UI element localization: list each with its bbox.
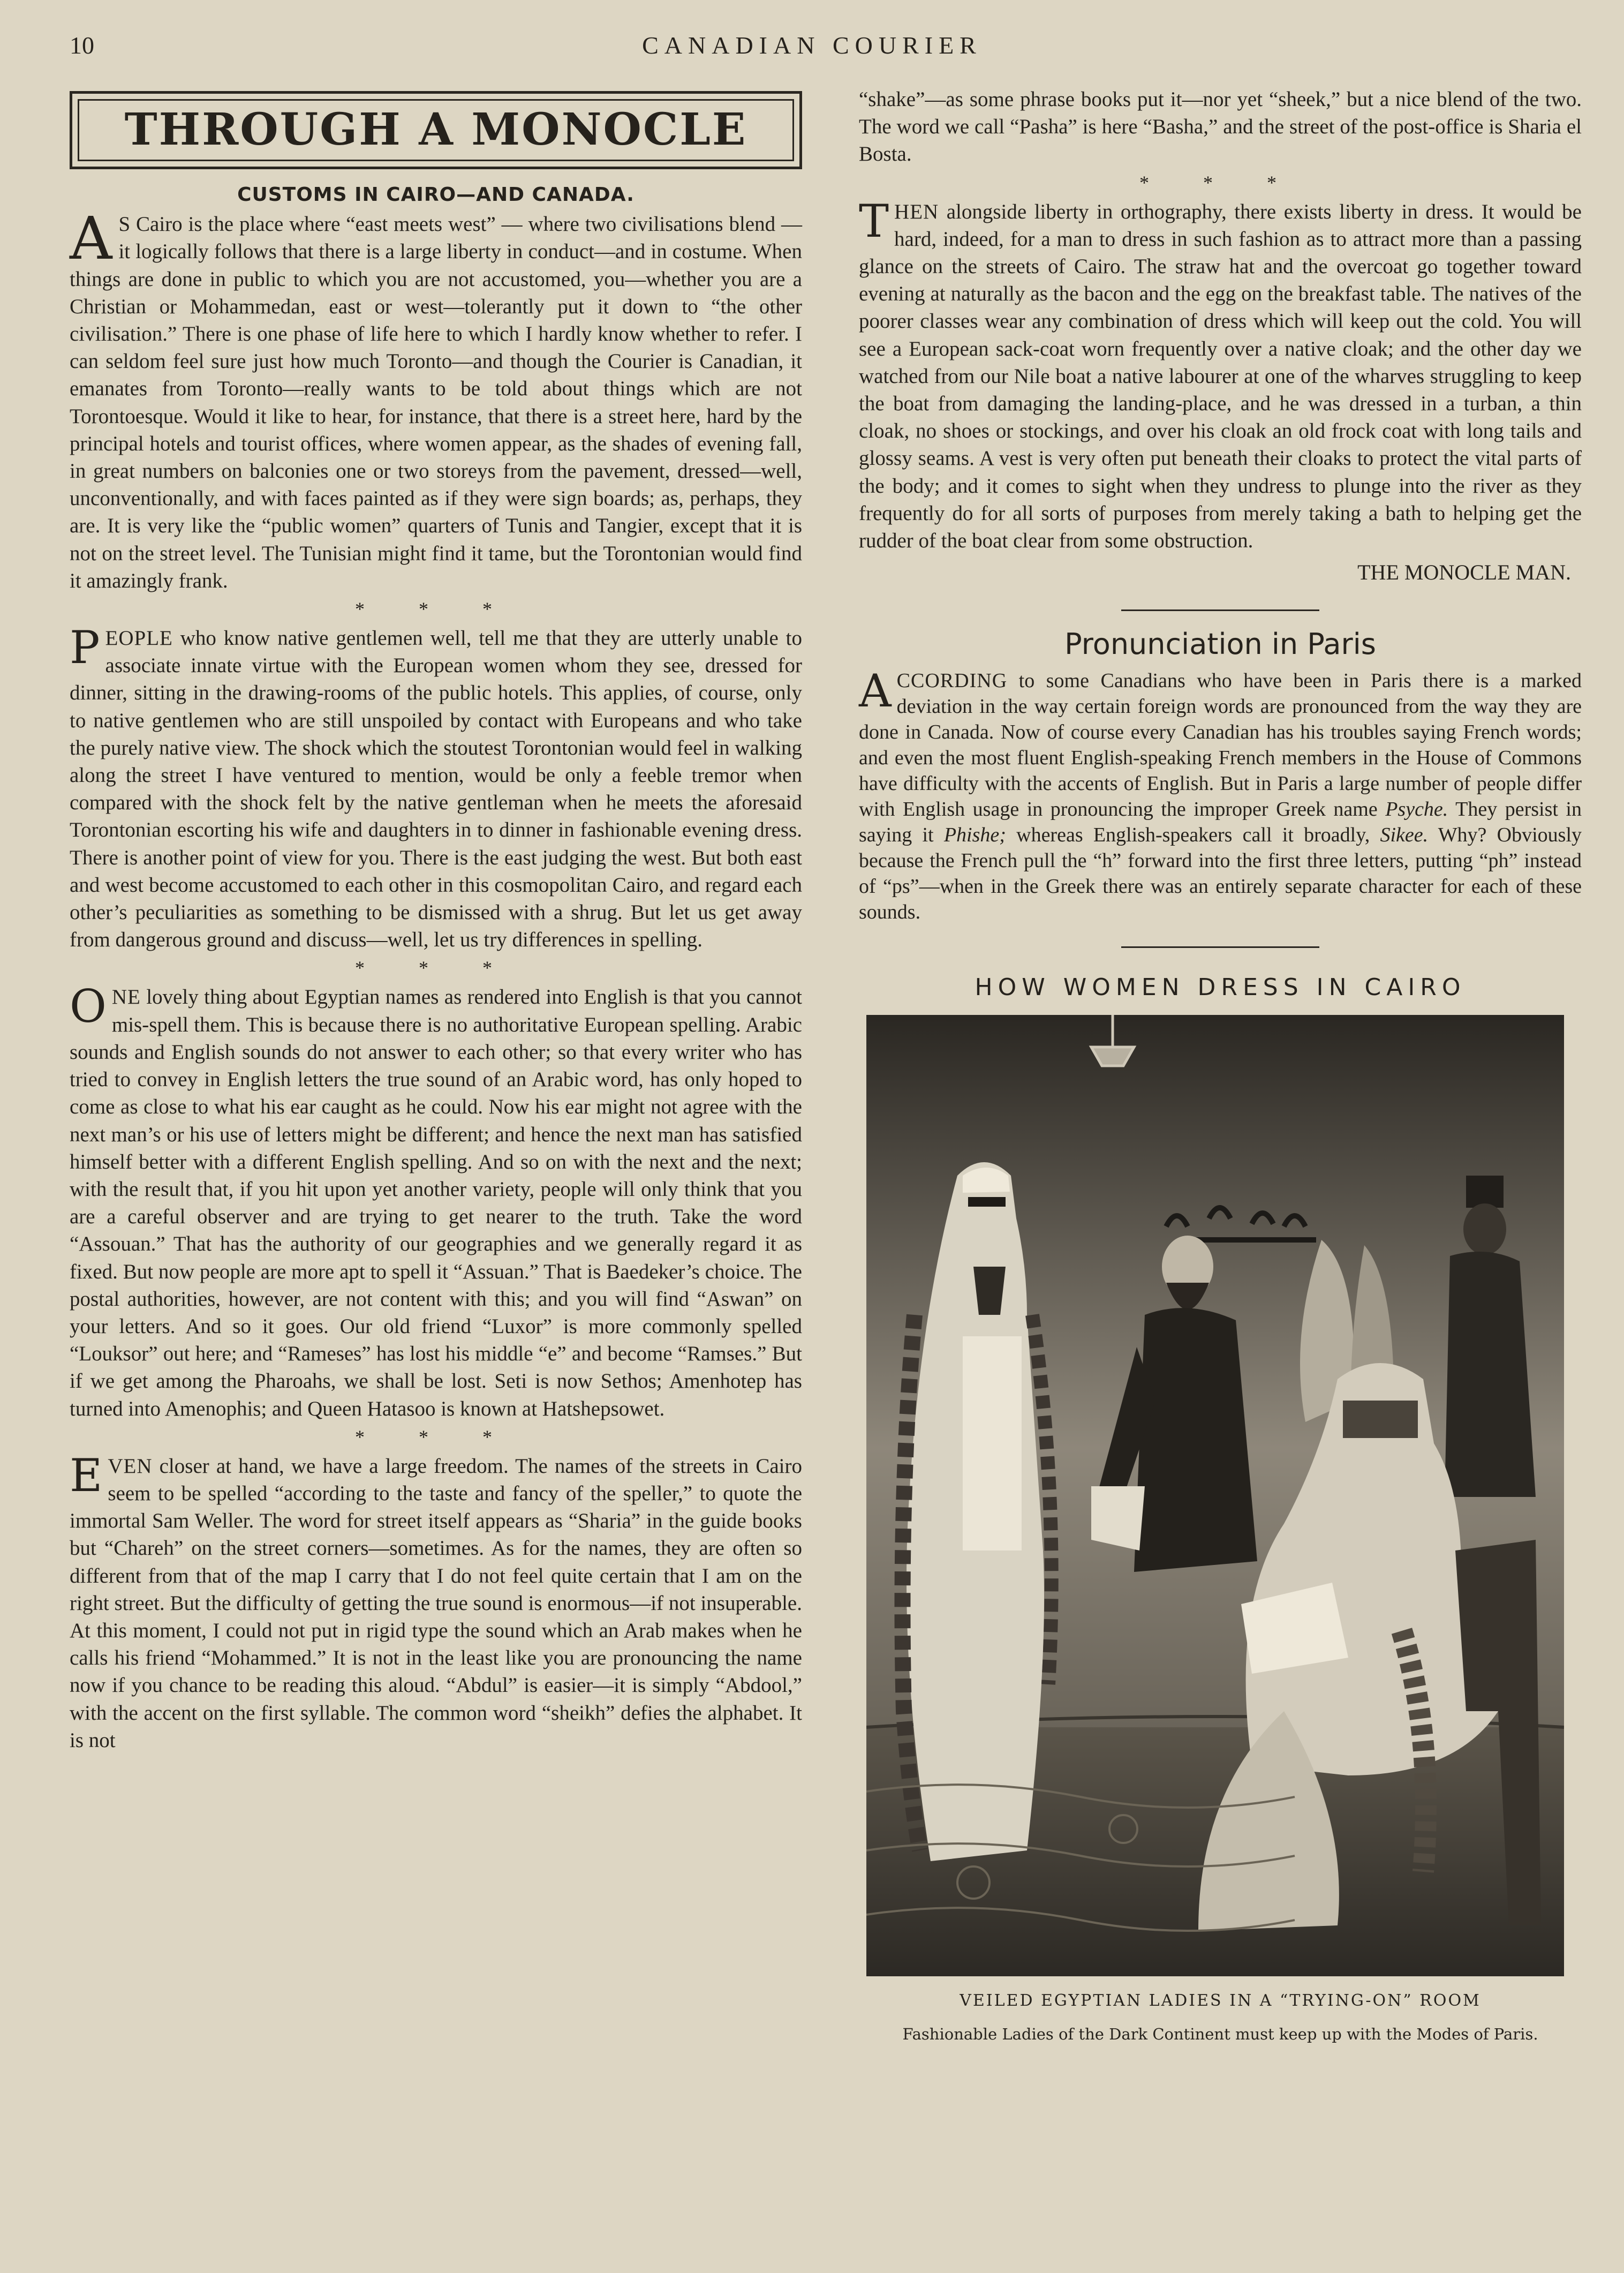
word-psyche: Psyche. [1385, 797, 1448, 821]
photograph [866, 1015, 1564, 1976]
section-break: * * * [355, 957, 517, 979]
article2-text-4: Why? Obviously because the French pull the “h” forward into the first three letters, putting “ph” instead of “ps”—when in the Greek there was an entirely separate character for each of these sounds. [859, 823, 1582, 923]
drop-cap: A [859, 664, 892, 717]
paragraph-4-text: closer at hand, we have a large freedom. The names of the streets in Cairo seem to be spelled “according to the taste and fancy of the speller,” to quote the immortal Sam Weller. The word for street itself appears as “Sharia” in the guide books but “Chareh” on the street corners—sometimes. As for the names, they are often so different from that of the map I carry that I do not feel quite certain that I am on the right street. But the difficulty of getting the true sound is enormous—if not insuperable. At this moment, I could not put in rigid type the sound which an Arab makes when he calls his friend “Mohammed.” It is not in the least like you are pronouncing the name now if you chance to be reading this aloud. “Abdul” is easier—it is simply “Abdool,” with the accent on the first syllable. The common word “sheikh” defies the alphabet. It is not [70, 1454, 802, 1752]
right-column [859, 86, 1582, 2048]
drop-cap: P [70, 621, 100, 674]
paragraph-2-lead: EOPLE [105, 627, 173, 650]
left-column [70, 91, 802, 1754]
journal-name: CANADIAN COURIER [642, 32, 982, 59]
photo-caption: VEILED EGYPTIAN LADIES IN A “TRYING-ON” ROOM [960, 1991, 1481, 2010]
article2-text-3: whereas English-speakers call it broadly, [1006, 823, 1380, 846]
paragraph-6-text: alongside liberty in orthography, there exists liberty in dress. It would be hard, indeed, for a man to dress in such fashion as to attract more than a passing glance on the streets of Cairo. The straw hat and the overcoat go together toward evening at naturally as the bacon and the egg on the breakfast table. The natives of the poorer classes wear any combination of dress which will keep out the cold. You will see a European sack-coat worn frequently over a native cloak; and the other day we watched from our Nile boat a native labourer at one of the wharves struggling to keep the boat from damaging the landing-place, and he was dressed in a turban, a thin cloak, no shoes or stockings, and over his cloak an old frock coat with long tails and glossy seams. A vest is very often put beneath their cloaks to protect the vital parts of the body; and it comes to sight when they undress to plunge into the river as they frequently do for all sorts of purposes from merely taking a bath to helping get the rudder of the boat clear from some obstruction. [859, 200, 1582, 553]
article-title-box [70, 91, 802, 169]
word-phishe: Phishe; [943, 823, 1006, 846]
divider-rule [1121, 946, 1319, 948]
article-subhead: CUSTOMS IN CAIRO—AND CANADA. [237, 184, 635, 206]
paragraph-1-text: S Cairo is the place where “east meets west” — where two civilisations blend — it logically follows that there is a large liberty in conduct—and in costume. When things are done in public to which you are not accustomed, you—whether you are a Christian or Mohammedan, east or west—tolerantly put it down to “the other civilisation.” There is one phase of life here to which I hardly know whether to refer. I can seldom feel sure just how much Toronto—and though the Courier is Canadian, it emanates from Toronto—really wants to be told about things which are not Torontoesque. Would it like to hear, for instance, that there is a street here, hard by the principal hotels and tourist offices, where women appear, as the shades of evening fall, in great numbers on balconies one or two storeys from the pavement, dressed—well, unconventionally, and with faces painted as if they were sign boards; as, perhaps, they are. It is very like the “public women” quarters of Tunis and Tangier, except that it is not on the street level. The Tunisian might find it tame, but the Torontonian would find it amazingly frank. [70, 213, 802, 592]
paragraph-3-text: lovely thing about Egyptian names as rendered into English is that you cannot mis-spell them. This is because there is no authoritative European spelling. Arabic sounds and English sounds do not answer to each other; so that every writer who has tried to convey in English letters the true sound of an Arabic word, has only hoped to come as close to what his ear caught as he could. Now his ear might not agree with the next man’s or his use of letters might be different; and hence the next man has satisfied himself better with a different English spelling. And so on with the next and the next; with the result that, if you hit upon yet another variety, people will only think that you are a careful observer and are trying to get nearer to the truth. Take the word “Assouan.” That has the authority of our geographies and we generally regard it as fixed. But now people are more apt to spell it “Assuan.” That is Baedeker’s choice. The postal authorities, however, are not content with this; and you will find “Aswan” on your letters. And so it goes. Our old friend “Luxor” is more commonly spelled “Louksor” out here; and “Rameses” has lost his middle “e” and become “Ramses.” But if we get among the Pharoahs, we shall be lost. Seti is now Sethos; Amenhotep has turned into Amenophis; and Queen Hatasoo is known at Hatshepsowet. [70, 985, 802, 1420]
divider-rule [1121, 609, 1319, 611]
paragraph-5: “shake”—as some phrase books put it—nor yet “sheek,” but a nice blend of the two. The word we call “Pasha” is here “Basha,” and the street of the post-office is Sharia el Bosta. [859, 88, 1582, 166]
paragraph-3 [70, 980, 802, 1422]
article-title-frame [78, 99, 794, 161]
paragraph-3-lead: NE [111, 985, 141, 1009]
paragraph-6-lead: HEN [894, 200, 939, 223]
article2-lead: CCORDING [896, 669, 1008, 692]
article2-title: Pronunciation in Paris [1064, 627, 1376, 661]
paragraph-1 [70, 204, 802, 594]
photograph-illustration [866, 1015, 1564, 1976]
paragraph-2-text: who know native gentlemen well, tell me that they are utterly unable to associate innate virtue with the European women whom they see, dressed for dinner, sitting in the drawing-rooms of the public hotels. This applies, of course, only to native gentlemen who are still unspoiled by contact with Europeans and who take the purely native view. The shock which the stoutest Torontonian would feel in walking along the street I have ventured to mention, would be only a feeble tremor when compared with the shock felt by the native gentleman when he meets the aforesaid Torontonian escorting his wife and daughters in to dinner in fashionable evening dress. There is another point of view for you. There is the east judging the west. But both east and west become accustomed to each other in this cosmopolitan Cairo, and regard each other’s peculiarities as something to be dismissed with a shrug. But let us get away from dangerous ground and discuss—well, let us try differences in spelling. [70, 627, 802, 952]
section-break: * * * [1139, 171, 1301, 193]
photo-heading: HOW WOMEN DRESS IN CAIRO [975, 973, 1466, 1001]
drop-cap: A [70, 204, 112, 273]
paragraph-6 [859, 194, 1582, 555]
drop-cap: E [70, 1449, 103, 1502]
photo-subcaption: Fashionable Ladies of the Dark Continent must keep up with the Modes of Paris. [902, 2025, 1538, 2044]
article2-text-2: They persist in saying it [859, 797, 1582, 846]
author-signature: THE MONOCLE MAN. [1357, 560, 1571, 585]
paragraph-4-lead: VEN [108, 1454, 153, 1478]
word-sikee: Sikee. [1380, 823, 1429, 846]
section-break: * * * [355, 598, 517, 620]
article2-text-1: to some Canadians who have been in Paris there is a marked deviation in the way certain foreign words are pronounced from the way they are done in Canada. Now of course every Canadian has his troubles saying French words; and even the most fluent English-speaking French members in the House of Commons have difficulty with the accents of English. But in Paris a large number of people differ with English usage in pronouncing the improper Greek name [859, 669, 1582, 821]
paragraph-4 [70, 1449, 802, 1754]
article-title: THROUGH A MONOCLE [124, 104, 747, 156]
drop-cap: O [70, 980, 107, 1033]
drop-cap: T [859, 194, 889, 247]
section-break: * * * [355, 1426, 517, 1448]
running-head [0, 31, 1624, 69]
page-number: 10 [70, 32, 94, 59]
paragraph-2 [70, 621, 802, 953]
article2-paragraph [859, 664, 1582, 925]
